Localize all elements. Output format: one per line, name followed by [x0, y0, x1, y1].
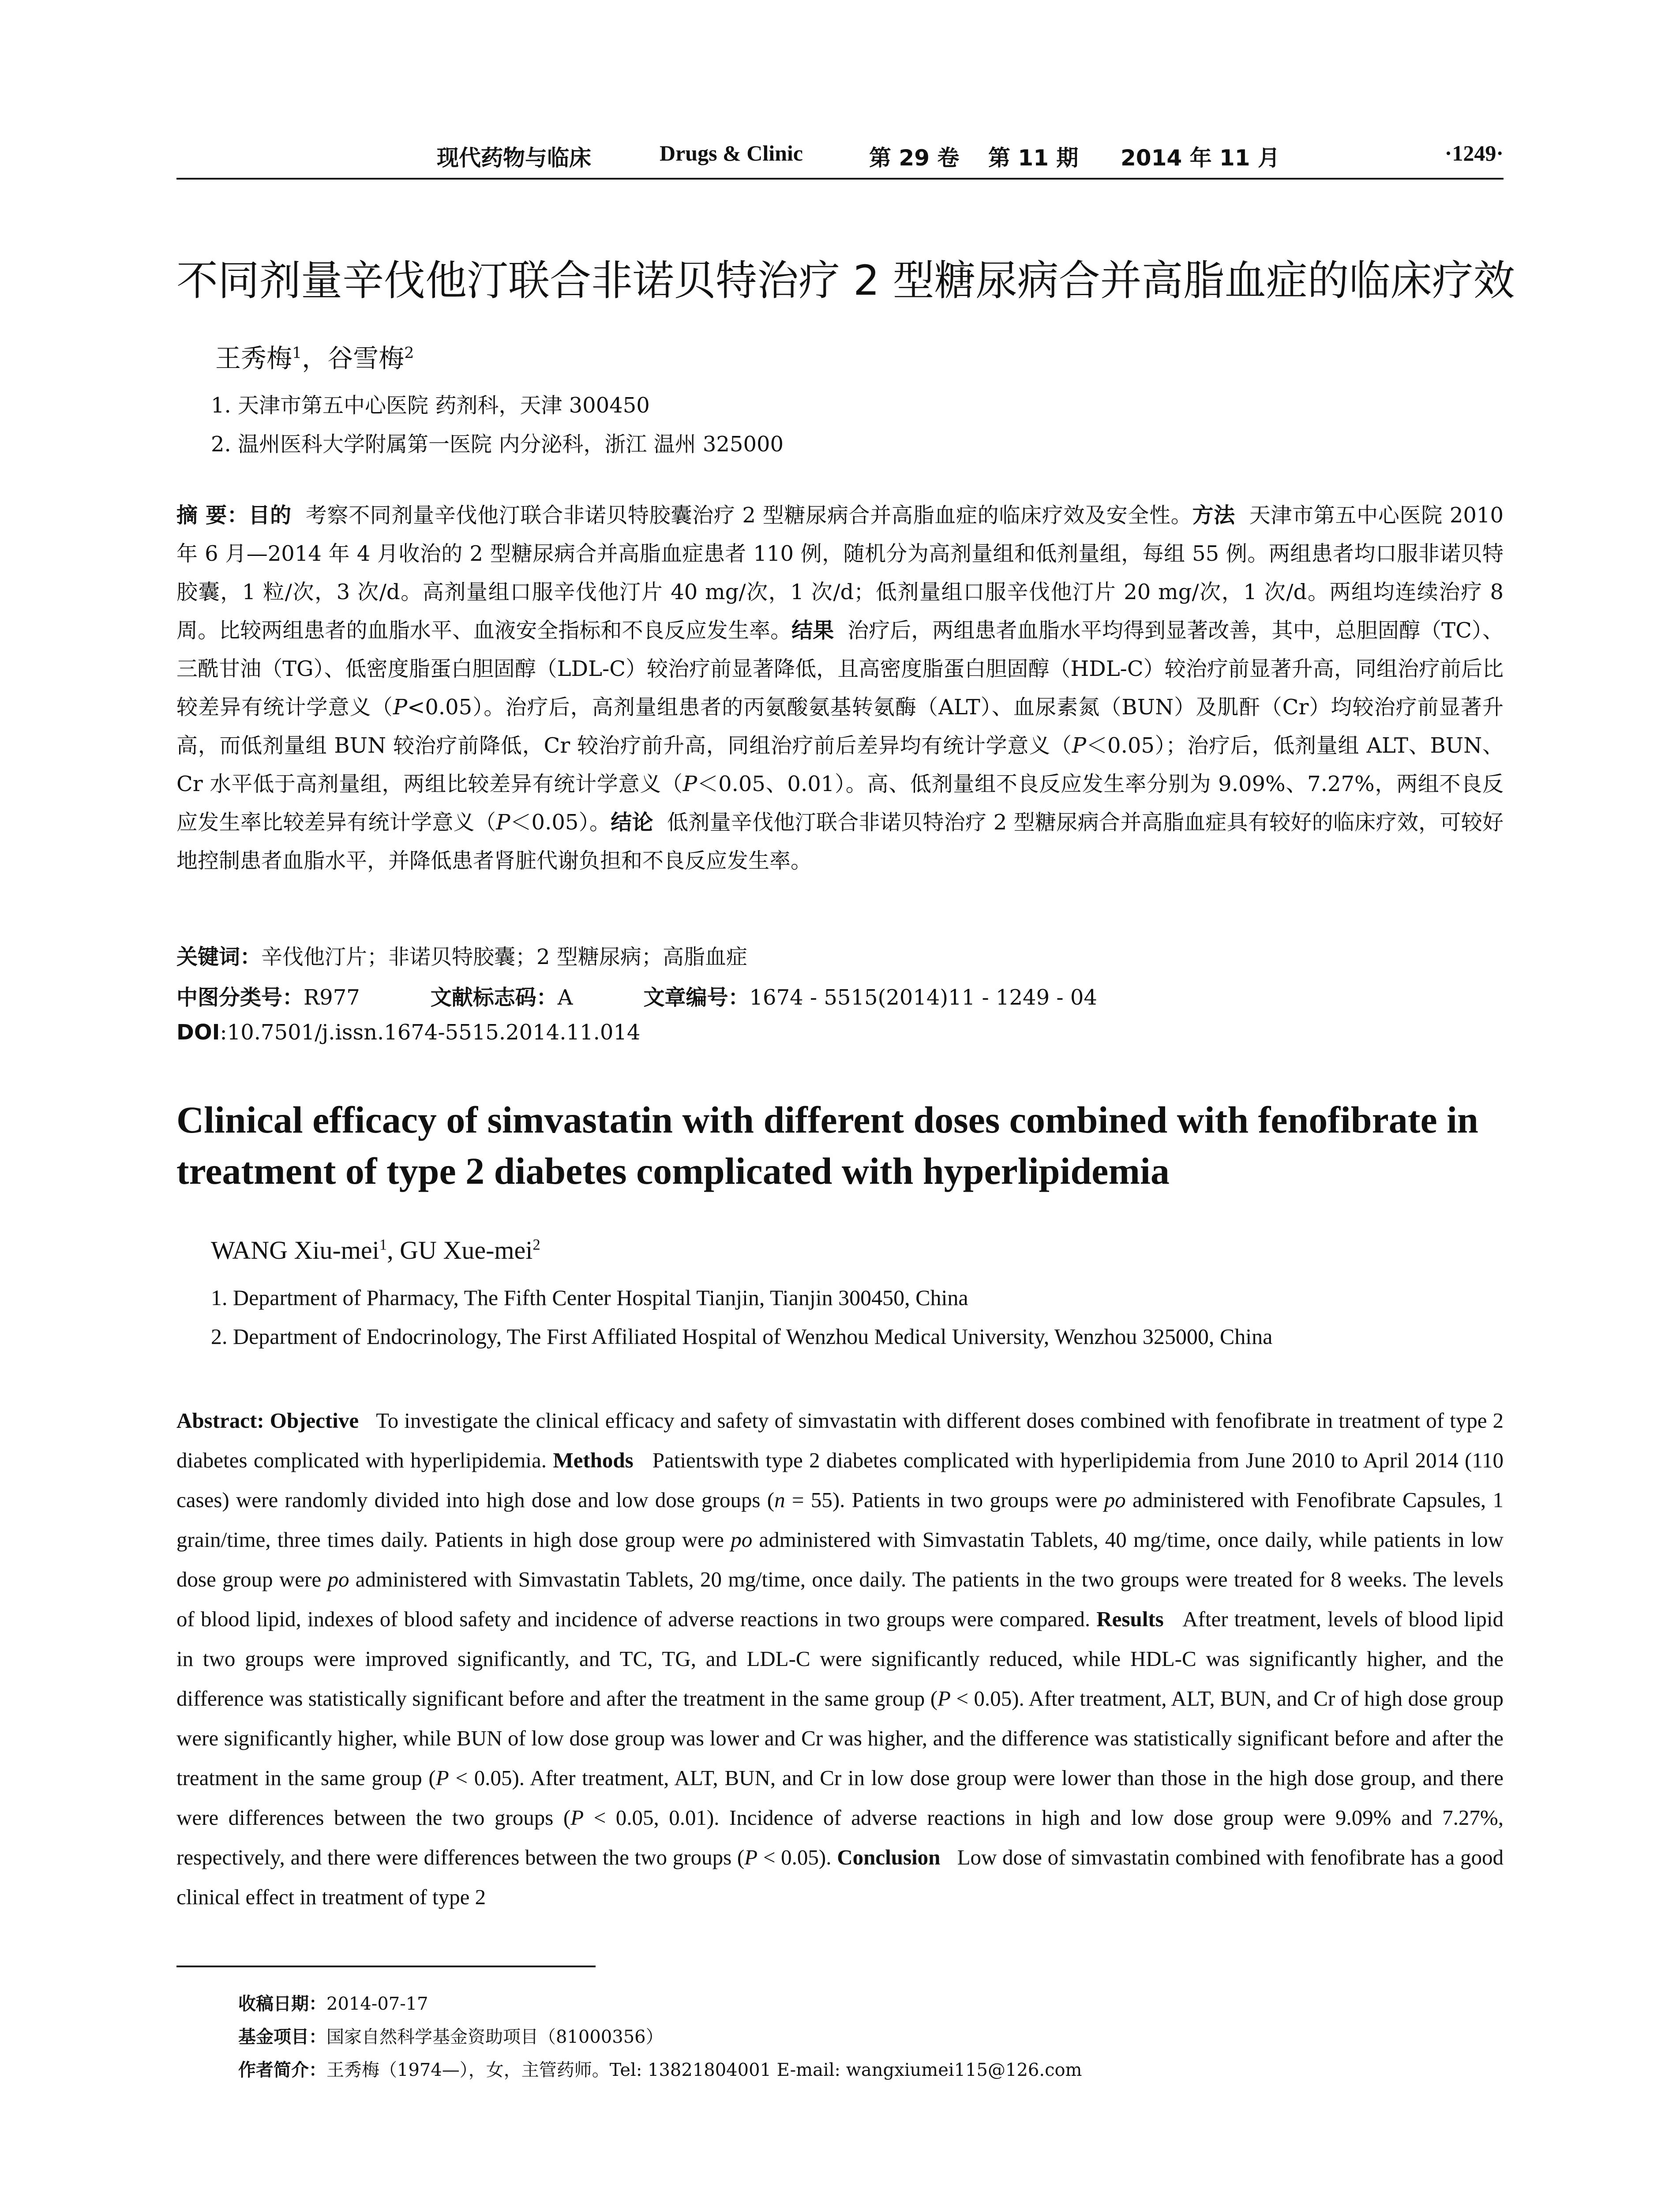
results-en-label: Results [1096, 1607, 1164, 1631]
objective-en-text: To investigate the clinical efficacy and safety of simvastatin with different doses combined with fenofibrate in treatment of type 2 diabetes complicated with hyperlipidemia. [176, 1408, 1504, 1472]
results-label: 结果 [791, 618, 834, 643]
bio-label: 作者简介： [238, 2060, 326, 2080]
results-text: ＜0.05）。 [510, 810, 611, 835]
conclusion-text: 低剂量辛伐他汀联合非诺贝特治疗 2 型糖尿病合并高脂血症具有较好的临床疗效，可较好地控制患者血脂水平，并降低患者肾脏代谢负担和不良反应发生率。 [176, 810, 1504, 873]
author-2-affil: 2 [404, 344, 414, 362]
po-abbrev: po [731, 1527, 753, 1552]
results-en-text: < 0.05). After treatment, ALT, BUN, and Cr in low dose group were lower than those in the high dose group, and there were differences between the two groups ( [176, 1766, 1504, 1830]
footnote-bio [238, 2056, 1082, 2081]
footnote-rule [176, 1966, 596, 1967]
methods-en-text: administered with Simvastatin Tablets, 20 mg/time, once daily. The patients in the two groups were treated for 8 weeks. The levels of blood lipid, indexes of blood safety and incidence of adverse reactions in two groups were compared. [176, 1567, 1504, 1631]
fund-label: 基金项目： [238, 2027, 326, 2047]
results-en-text: < 0.05). [758, 1845, 832, 1869]
keywords-label: 关键词： [176, 945, 262, 969]
author-2-affil-en: 2 [532, 1236, 540, 1253]
keywords-cn [176, 940, 747, 970]
po-abbrev: po [1104, 1488, 1126, 1512]
po-abbrev: po [327, 1567, 349, 1591]
received-label: 收稿日期： [238, 1994, 326, 2014]
affiliation-cn-2: 2. 温州医科大学附属第一医院 内分泌科，浙江 温州 325000 [211, 432, 784, 457]
methods-en-text: administered with Simvastatin Tablets, 40 mg/time, once daily, while patients in low dose group were [176, 1527, 1504, 1591]
author-separator: ， [302, 343, 328, 373]
n-symbol: n [774, 1488, 785, 1512]
results-text: ＜0.05）；治疗后，低剂量组 ALT、BUN、Cr 水平低于高剂量组，两组比较差异有统计学意义（ [176, 733, 1504, 796]
abstract-en-label: Abstract: Objective [176, 1408, 359, 1433]
doc-code-value: A [557, 985, 573, 1010]
bio-text: 王秀梅（1974—），女，主管药师。Tel: 13821804001 E-mail: wangxiumei115@126.com [326, 2060, 1082, 2080]
methods-en-label: Methods [553, 1448, 634, 1472]
p-value-symbol: P [744, 1845, 758, 1869]
title-en: Clinical efficacy of simvastatin with different doses combined with fenofibrate in treatment of type 2 diabetes complicated with hyperlipidemia [176, 1099, 1478, 1192]
fund-text: 国家自然科学基金资助项目（81000356） [326, 2027, 664, 2047]
results-en-text: After treatment, levels of blood lipid in two groups were improved significantly, and TC, TG, and LDL-C were significantly reduced, while HDL-C was significantly higher, and the difference was statistically significant before and after the treatment in the same group ( [176, 1607, 1504, 1711]
article-number-label: 文章编号： [643, 985, 750, 1010]
classification-line [176, 980, 1097, 1011]
authors-en [211, 1235, 540, 1265]
results-text: 治疗后，两组患者血脂水平均得到显著改善，其中，总胆固醇（TC）、三酰甘油（TG）、低密度脂蛋白胆固醇（LDL-C）较治疗前显著降低，且高密度脂蛋白胆固醇（HDL-C）较治疗前显著升高，同组治疗前后比较差异有统计学意义（ [176, 618, 1504, 720]
methods-en-text: administered with Fenofibrate Capsules, 1 grain/time, three times daily. Patients in high dose group were [176, 1488, 1504, 1552]
footnote-received [238, 1990, 428, 2015]
journal-name-cn: 现代药物与临床 [437, 145, 591, 171]
objective-label: 目的 [248, 503, 292, 528]
results-text: ＜0.05、0.01）。高、低剂量组不良反应发生率分别为 9.09%、7.27%，两组不良反应发生率比较差异有统计学意义（ [176, 772, 1504, 835]
p-value-symbol: P [435, 1766, 449, 1790]
p-value-symbol: P [938, 1686, 951, 1711]
conclusion-en-text: Low dose of simvastatin combined with fenofibrate has a good clinical effect in treatment of type 2 [176, 1845, 1504, 1909]
author-2-en: GU Xue-mei [400, 1236, 533, 1264]
doi-value: :10.7501/j.issn.1674-5515.2014.11.014 [220, 1020, 641, 1045]
volume: 第 29 卷 [869, 145, 960, 171]
methods-text: 天津市第五中心医院 2010 年 6 月—2014 年 4 月收治的 2 型糖尿病合并高脂血症患者 110 例，随机分为高剂量组和低剂量组，每组 55 例。两组患者均口服非诺贝特胶囊，1 粒/次，3 次/d。高剂量组口服辛伐他汀片 40 mg/次，1 次/d；低剂量组口服辛伐他汀片 20 mg/次，1 次/d。两组均连续治疗 8 周。比较两组患者的血脂水平、血液安全指标和不良反应发生率。 [176, 503, 1504, 643]
abstract-label: 摘 要： [176, 503, 249, 528]
authors-cn [215, 338, 414, 375]
results-en-text: < 0.05). After treatment, ALT, BUN, and Cr of high dose group were significantly higher, while BUN of low dose group was lower and Cr was higher, and the difference was statistically significant before and after the treatment in the same group ( [176, 1686, 1504, 1790]
author-1-affil-en: 1 [379, 1236, 387, 1253]
results-text: <0.05）。治疗后，高剂量组患者的丙氨酸氨基转氨酶（ALT）、血尿素氮（BUN）及肌酐（Cr）均较治疗前显著升高，而低剂量组 BUN 较治疗前降低，Cr 较治疗前升高，同组治疗前后差异均有统计学意义（ [176, 695, 1504, 758]
results-en-text: < 0.05, 0.01). Incidence of adverse reactions in high and low dose group were 9.09% and 7.27%, respectively, and there were differences between the two groups ( [176, 1805, 1504, 1869]
clc-label: 中图分类号： [176, 985, 304, 1010]
title-cn: 不同剂量辛伐他汀联合非诺贝特治疗 2 型糖尿病合并高脂血症的临床疗效 [176, 257, 1515, 305]
issue: 第 11 期 [988, 145, 1079, 171]
affiliation-en-2: 2. Department of Endocrinology, The First Affiliated Hospital of Wenzhou Medical University, Wenzhou 325000, China [211, 1324, 1273, 1349]
affiliation-cn-1: 1. 天津市第五中心医院 药剂科，天津 300450 [211, 393, 650, 418]
p-value-symbol: P [496, 810, 510, 835]
running-header [176, 140, 1504, 176]
abstract-cn [176, 496, 1504, 880]
page-number: ·1249· [1444, 141, 1504, 165]
issue-date: 2014 年 11 月 [1121, 145, 1280, 171]
objective-text: 考察不同剂量辛伐他汀联合非诺贝特胶囊治疗 2 型糖尿病合并高脂血症的临床疗效及安全性。 [305, 503, 1192, 528]
abstract-en [176, 1401, 1504, 1917]
p-value-symbol: P [570, 1805, 584, 1830]
journal-name-en: Drugs & Clinic [660, 141, 803, 165]
header-rule [176, 178, 1504, 180]
methods-en-text: Patientswith type 2 diabetes complicated with hyperlipidemia from June 2010 to April 2014 (110 cases) were randomly divided into high dose and low dose groups ( [176, 1448, 1504, 1512]
clc-value: R977 [304, 985, 360, 1010]
author-1-en: WANG Xiu-mei [211, 1236, 379, 1264]
conclusion-label: 结论 [611, 810, 653, 835]
article-number-value: 1674 - 5515(2014)11 - 1249 - 04 [749, 985, 1097, 1010]
p-value-symbol: P [682, 772, 698, 796]
methods-label: 方法 [1192, 503, 1235, 528]
received-date: 2014-07-17 [326, 1994, 428, 2014]
p-value-symbol: P [1072, 733, 1087, 758]
author-1: 王秀梅 [215, 343, 292, 373]
doc-code-label: 文献标志码： [430, 985, 558, 1010]
footnote-fund [238, 2023, 664, 2048]
affiliation-en-1: 1. Department of Pharmacy, The Fifth Center Hospital Tianjin, Tianjin 300450, China [211, 1285, 968, 1310]
doi-label: DOI [176, 1020, 220, 1045]
keywords-text: 辛伐他汀片；非诺贝特胶囊；2 型糖尿病；高脂血症 [261, 945, 747, 969]
doi-line [176, 1020, 640, 1045]
conclusion-en-label: Conclusion [837, 1845, 941, 1869]
methods-en-text: = 55). Patients in two groups were [785, 1488, 1104, 1512]
author-1-affil: 1 [292, 344, 302, 362]
author-2: 谷雪梅 [327, 343, 405, 373]
author-separator-en: , [387, 1236, 400, 1264]
p-value-symbol: P [393, 695, 408, 720]
